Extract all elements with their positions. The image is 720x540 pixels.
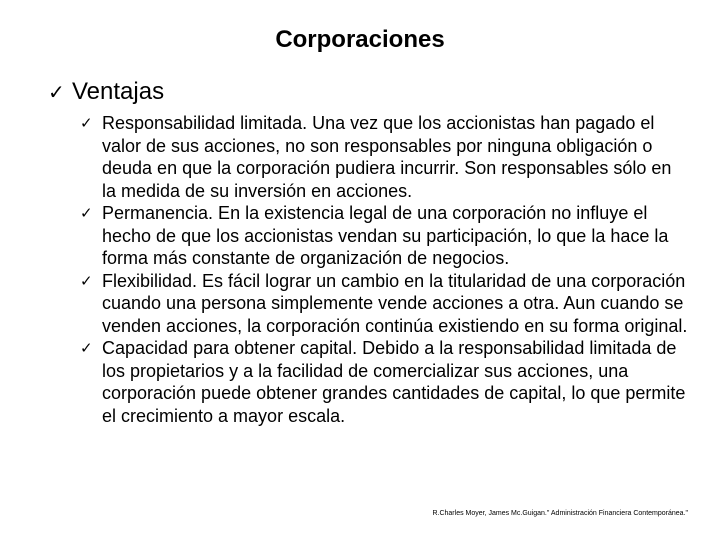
list-item-text: Capacidad para obtener capital. Debido a la responsabilidad limitada de los propietarios y a la facilidad de comercializar sus acciones, una corporación puede obtener grandes cantidades de capital, lo que permite el crecimiento a mayor escala. <box>102 338 686 426</box>
checkmark-icon: ✓ <box>80 114 93 132</box>
list-item-text: Responsabilidad limitada. Una vez que los accionistas han pagado el valor de sus acciones, no son responsables por ninguna obligación o deuda en que la corporación pudiera incurrir. Son responsables sólo en la medida de su inversión en acciones. <box>102 113 672 201</box>
checkmark-icon: ✓ <box>80 339 93 357</box>
slide-title: Corporaciones <box>275 26 445 53</box>
list-item <box>80 202 690 270</box>
advantages-list <box>80 112 690 427</box>
section-heading <box>48 78 164 106</box>
list-item <box>80 270 690 338</box>
list-item <box>80 337 690 427</box>
checkmark-icon: ✓ <box>80 204 93 222</box>
checkmark-icon: ✓ <box>80 271 93 290</box>
list-item-text: Permanencia. En la existencia legal de una corporación no influye el hecho de que los accionistas vendan su participación, lo que la hace la forma más constante de organización de negocios. <box>102 203 669 268</box>
checkmark-icon: ✓ <box>48 80 65 104</box>
list-item-text: Flexibilidad. Es fácil lograr un cambio en la titularidad de una corporación cuando una persona simplemente vende acciones a otra. Aun cuando se venden acciones, la corporación continúa existiendo en su forma original. <box>102 270 688 336</box>
citation: R.Charles Moyer, James Mc.Guigan." Administración Financiera Contemporánea." <box>432 510 688 517</box>
list-item <box>80 112 690 202</box>
section-label: Ventajas <box>72 78 165 105</box>
